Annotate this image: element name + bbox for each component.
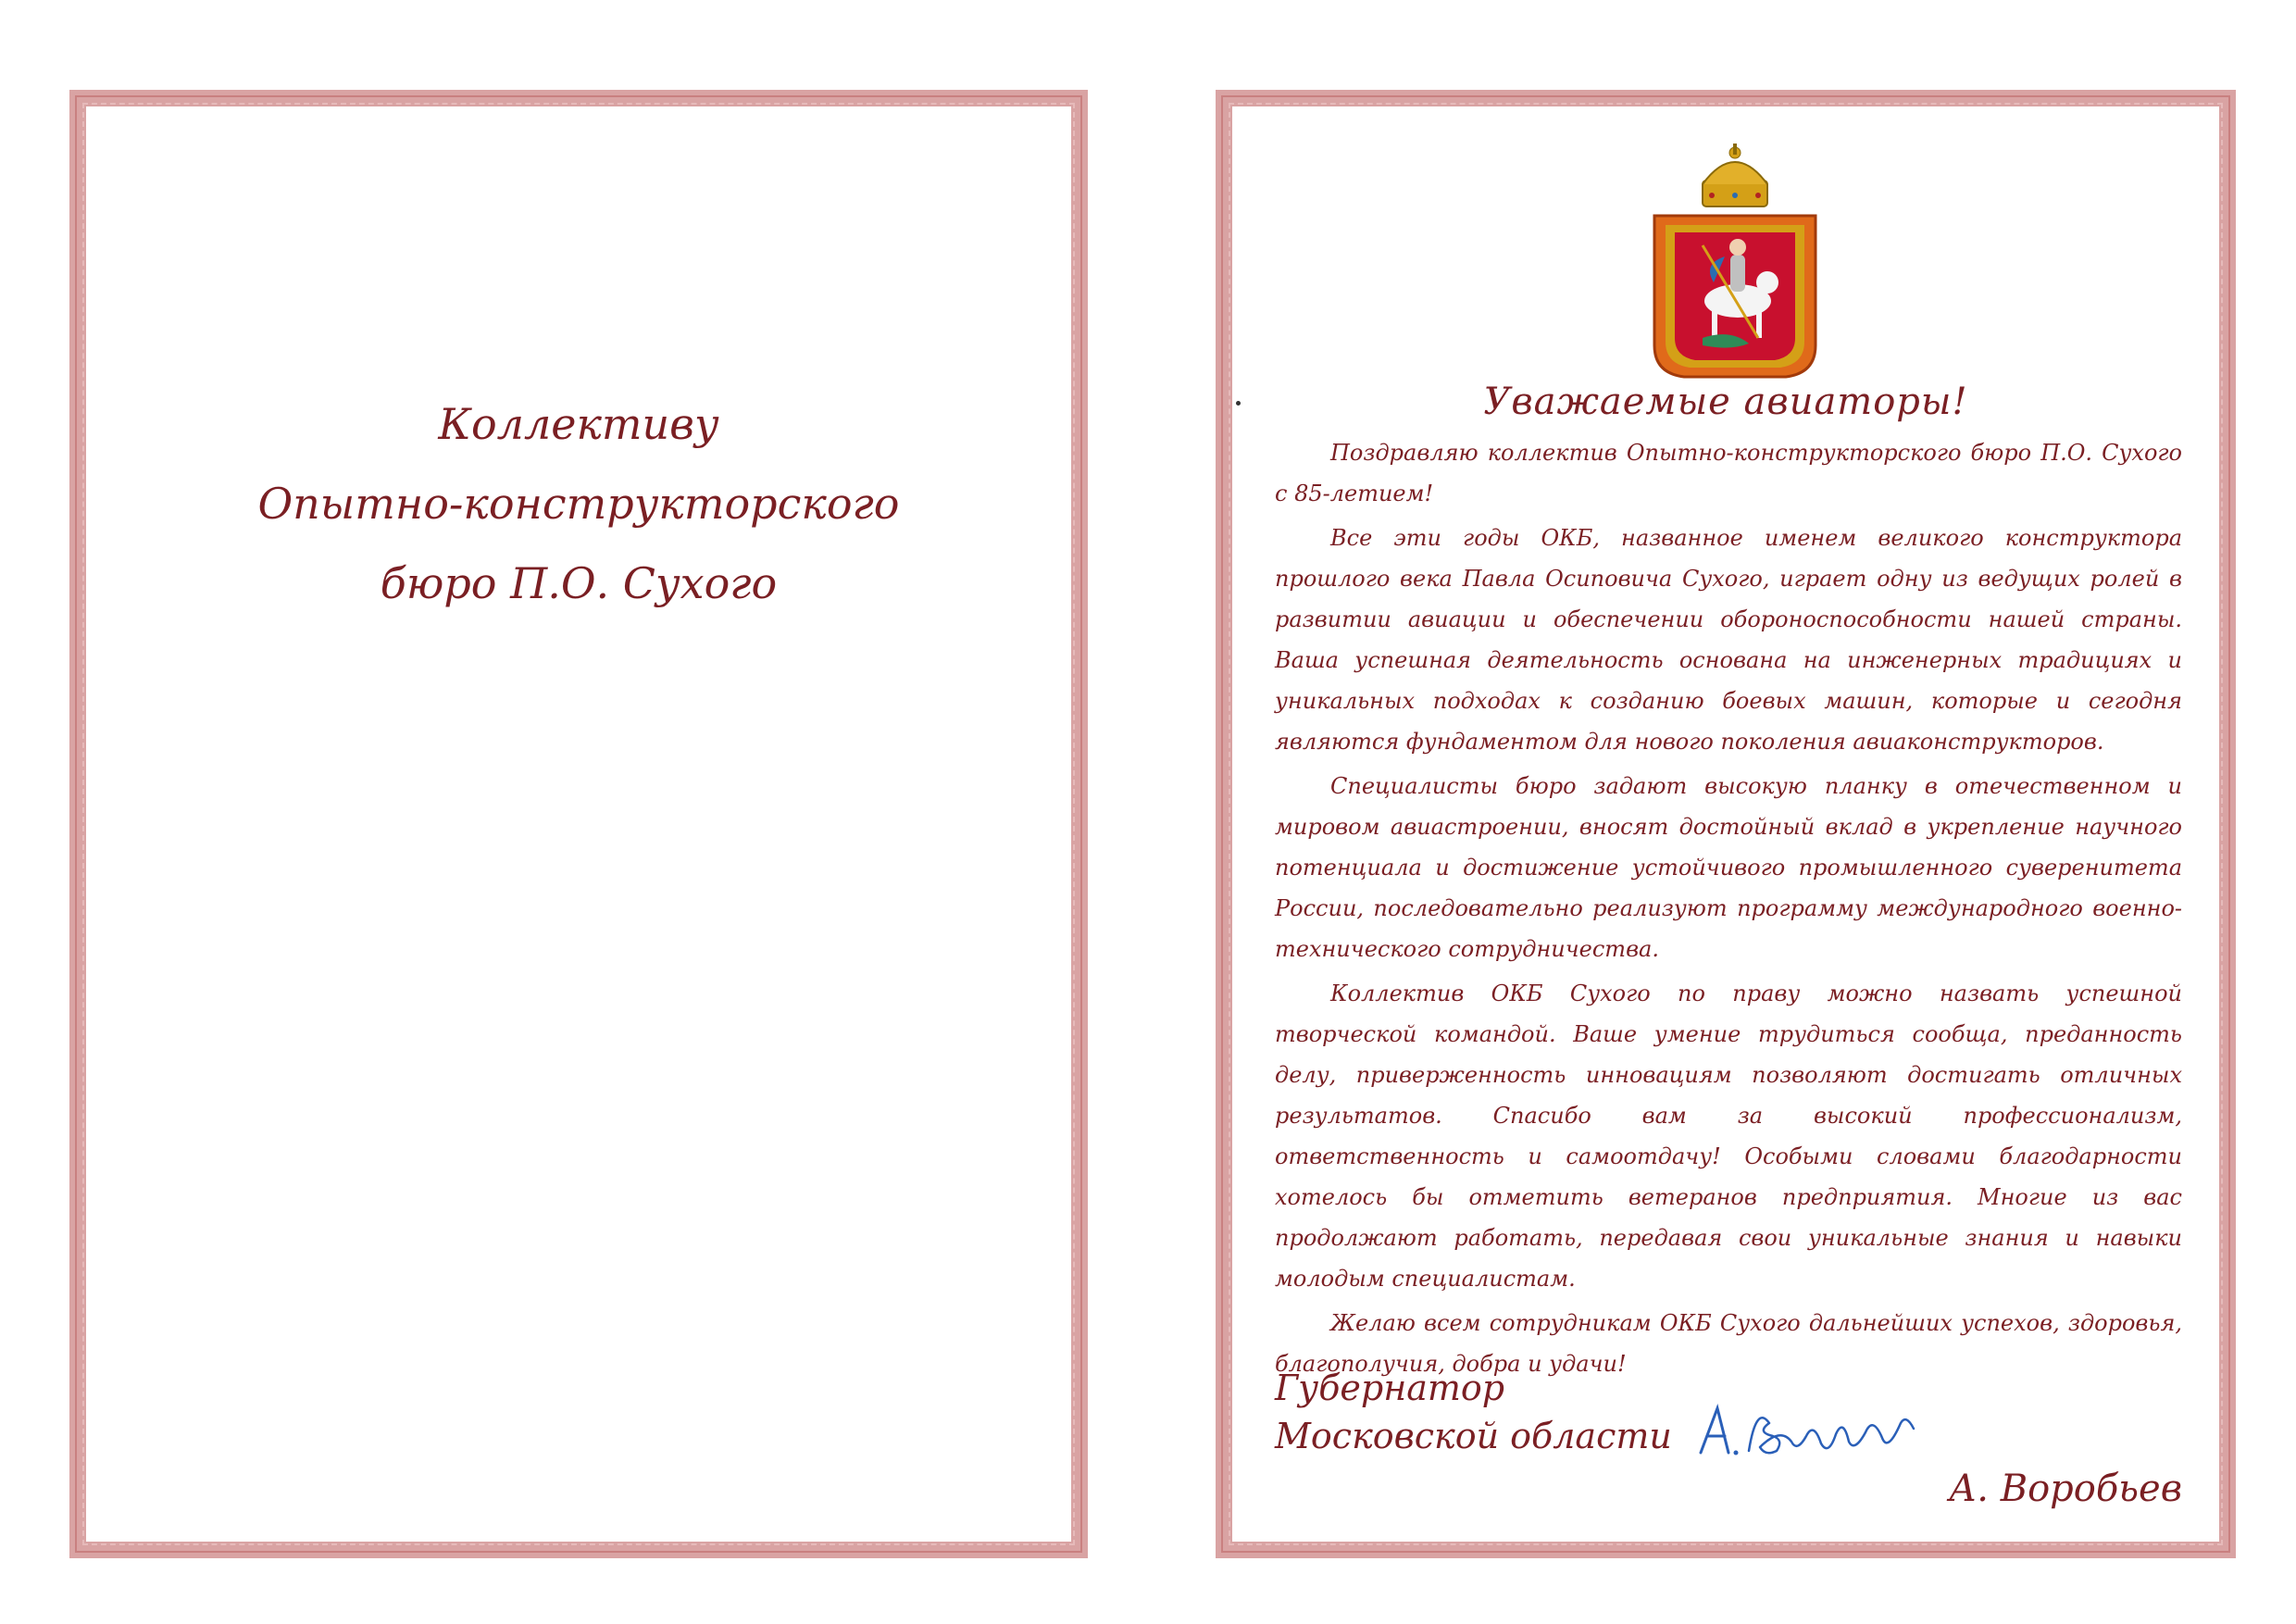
signatory-name: А. Воробьев xyxy=(1948,1468,2182,1510)
crown-icon xyxy=(1703,144,1767,206)
signatory-role-line-1: Губернатор xyxy=(1275,1368,1505,1408)
letter-paragraph: Желаю всем сотрудникам ОКБ Сухого дальнейших успехов, здоровья, благополучия, добра и удачи! xyxy=(1275,1310,2182,1377)
signatory-role-line-2: Московской области xyxy=(1275,1416,1672,1456)
letter-body xyxy=(1275,432,2182,1388)
letter-paragraph: Поздравляю коллектив Опытно-конструкторского бюро П.О. Сухого с 85-летием! xyxy=(1275,440,2182,506)
cover-title xyxy=(86,384,1071,623)
coat-of-arms-moscow-oblast-icon xyxy=(1647,144,1823,386)
cover-title-line-3: бюро П.О. Сухого xyxy=(380,558,778,608)
handwritten-signature xyxy=(1691,1395,1923,1469)
right-page xyxy=(1216,90,2236,1558)
left-page xyxy=(69,90,1088,1558)
letter-paragraph: Коллектив ОКБ Сухого по праву можно назвать успешной творческой командой. Ваше умение трудиться сообща, преданность делу, приверженность инновациям позволяют достигать отличных результатов. Спасибо вам за высокий профессионализм, ответственность и самоотдачу! Особыми словами благодарности хотелось бы отметить ветеранов предприятия. Многие из вас продолжают работать, передавая свои уникальные знания и навыки молодым специалистам. xyxy=(1275,981,2182,1292)
cover-title-line-1: Коллективу xyxy=(438,399,719,449)
ink-dot xyxy=(1236,401,1241,406)
letter-paragraph: Все эти годы ОКБ, названное именем великого конструктора прошлого века Павла Осиповича Сухого, играет одну из ведущих ролей в развитии авиации и обеспечении обороноспособности нашей страны. Ваша успешная деятельность основана на инженерных традициях и уникальных подходах к созданию боевых машин, которые и сегодня являются фундаментом для нового поколения авиаконструкторов. xyxy=(1275,525,2182,755)
cover-title-line-2: Опытно-конструкторского xyxy=(257,479,900,529)
signatory-role xyxy=(1275,1364,1672,1460)
letter-greeting: Уважаемые авиаторы! xyxy=(1483,381,1968,423)
letter-paragraph: Специалисты бюро задают высокую планку в отечественном и мировом авиастроении, вносят достойный вклад в укрепление научного потенциала и достижение устойчивого промышленного суверенитета России, последовательно реализуют программу международного военно-технического сотрудничества. xyxy=(1275,773,2182,962)
